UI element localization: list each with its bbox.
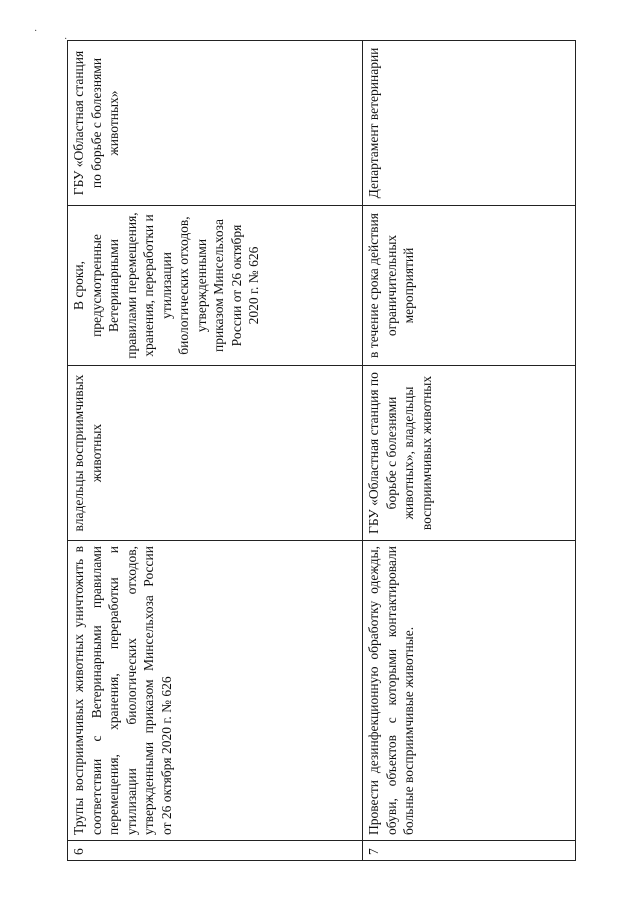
responsible-cell: ГБУ «Областная станция по борьбе с болезнями животных»	[68, 41, 363, 206]
scan-speck: ·	[34, 26, 38, 37]
table-row	[68, 41, 363, 861]
action-cell: Трупы восприимчивых животных уничтожить в соответствии с Ветеринарными правилами перемещения, хранения, переработки и утилизации биологических отходов, утвержденными приказом Минсельхоза России от 26 октября 2020 г. № 626	[68, 541, 363, 841]
term-cell: В сроки, предусмотренные Ветеринарными правилами перемещения, хранения, переработки и утилизации биологических отходов, утвержденными приказом Минсельхоза России от 26 октября 2020 г. № 626	[68, 206, 363, 366]
table-row	[363, 41, 576, 861]
measures-table	[67, 40, 576, 861]
action-cell: Провести дезинфекционную обработку одежды, обуви, объектов с которыми контактировали больные восприимчивые животные.	[363, 541, 576, 841]
executor-cell: владельцы восприимчивых животных	[68, 366, 363, 541]
scan-speck: ·	[64, 34, 68, 45]
row-number: 6	[68, 841, 363, 861]
responsible-cell: Департамент ветеринарии	[363, 41, 576, 206]
rotated-table-wrapper	[67, 41, 575, 861]
executor-cell: ГБУ «Областная станция по борьбе с болезнями животных», владельцы восприимчивых животных	[363, 366, 576, 541]
term-cell: в течение срока действия ограничительных мероприятий	[363, 206, 576, 366]
row-number: 7	[363, 841, 576, 861]
